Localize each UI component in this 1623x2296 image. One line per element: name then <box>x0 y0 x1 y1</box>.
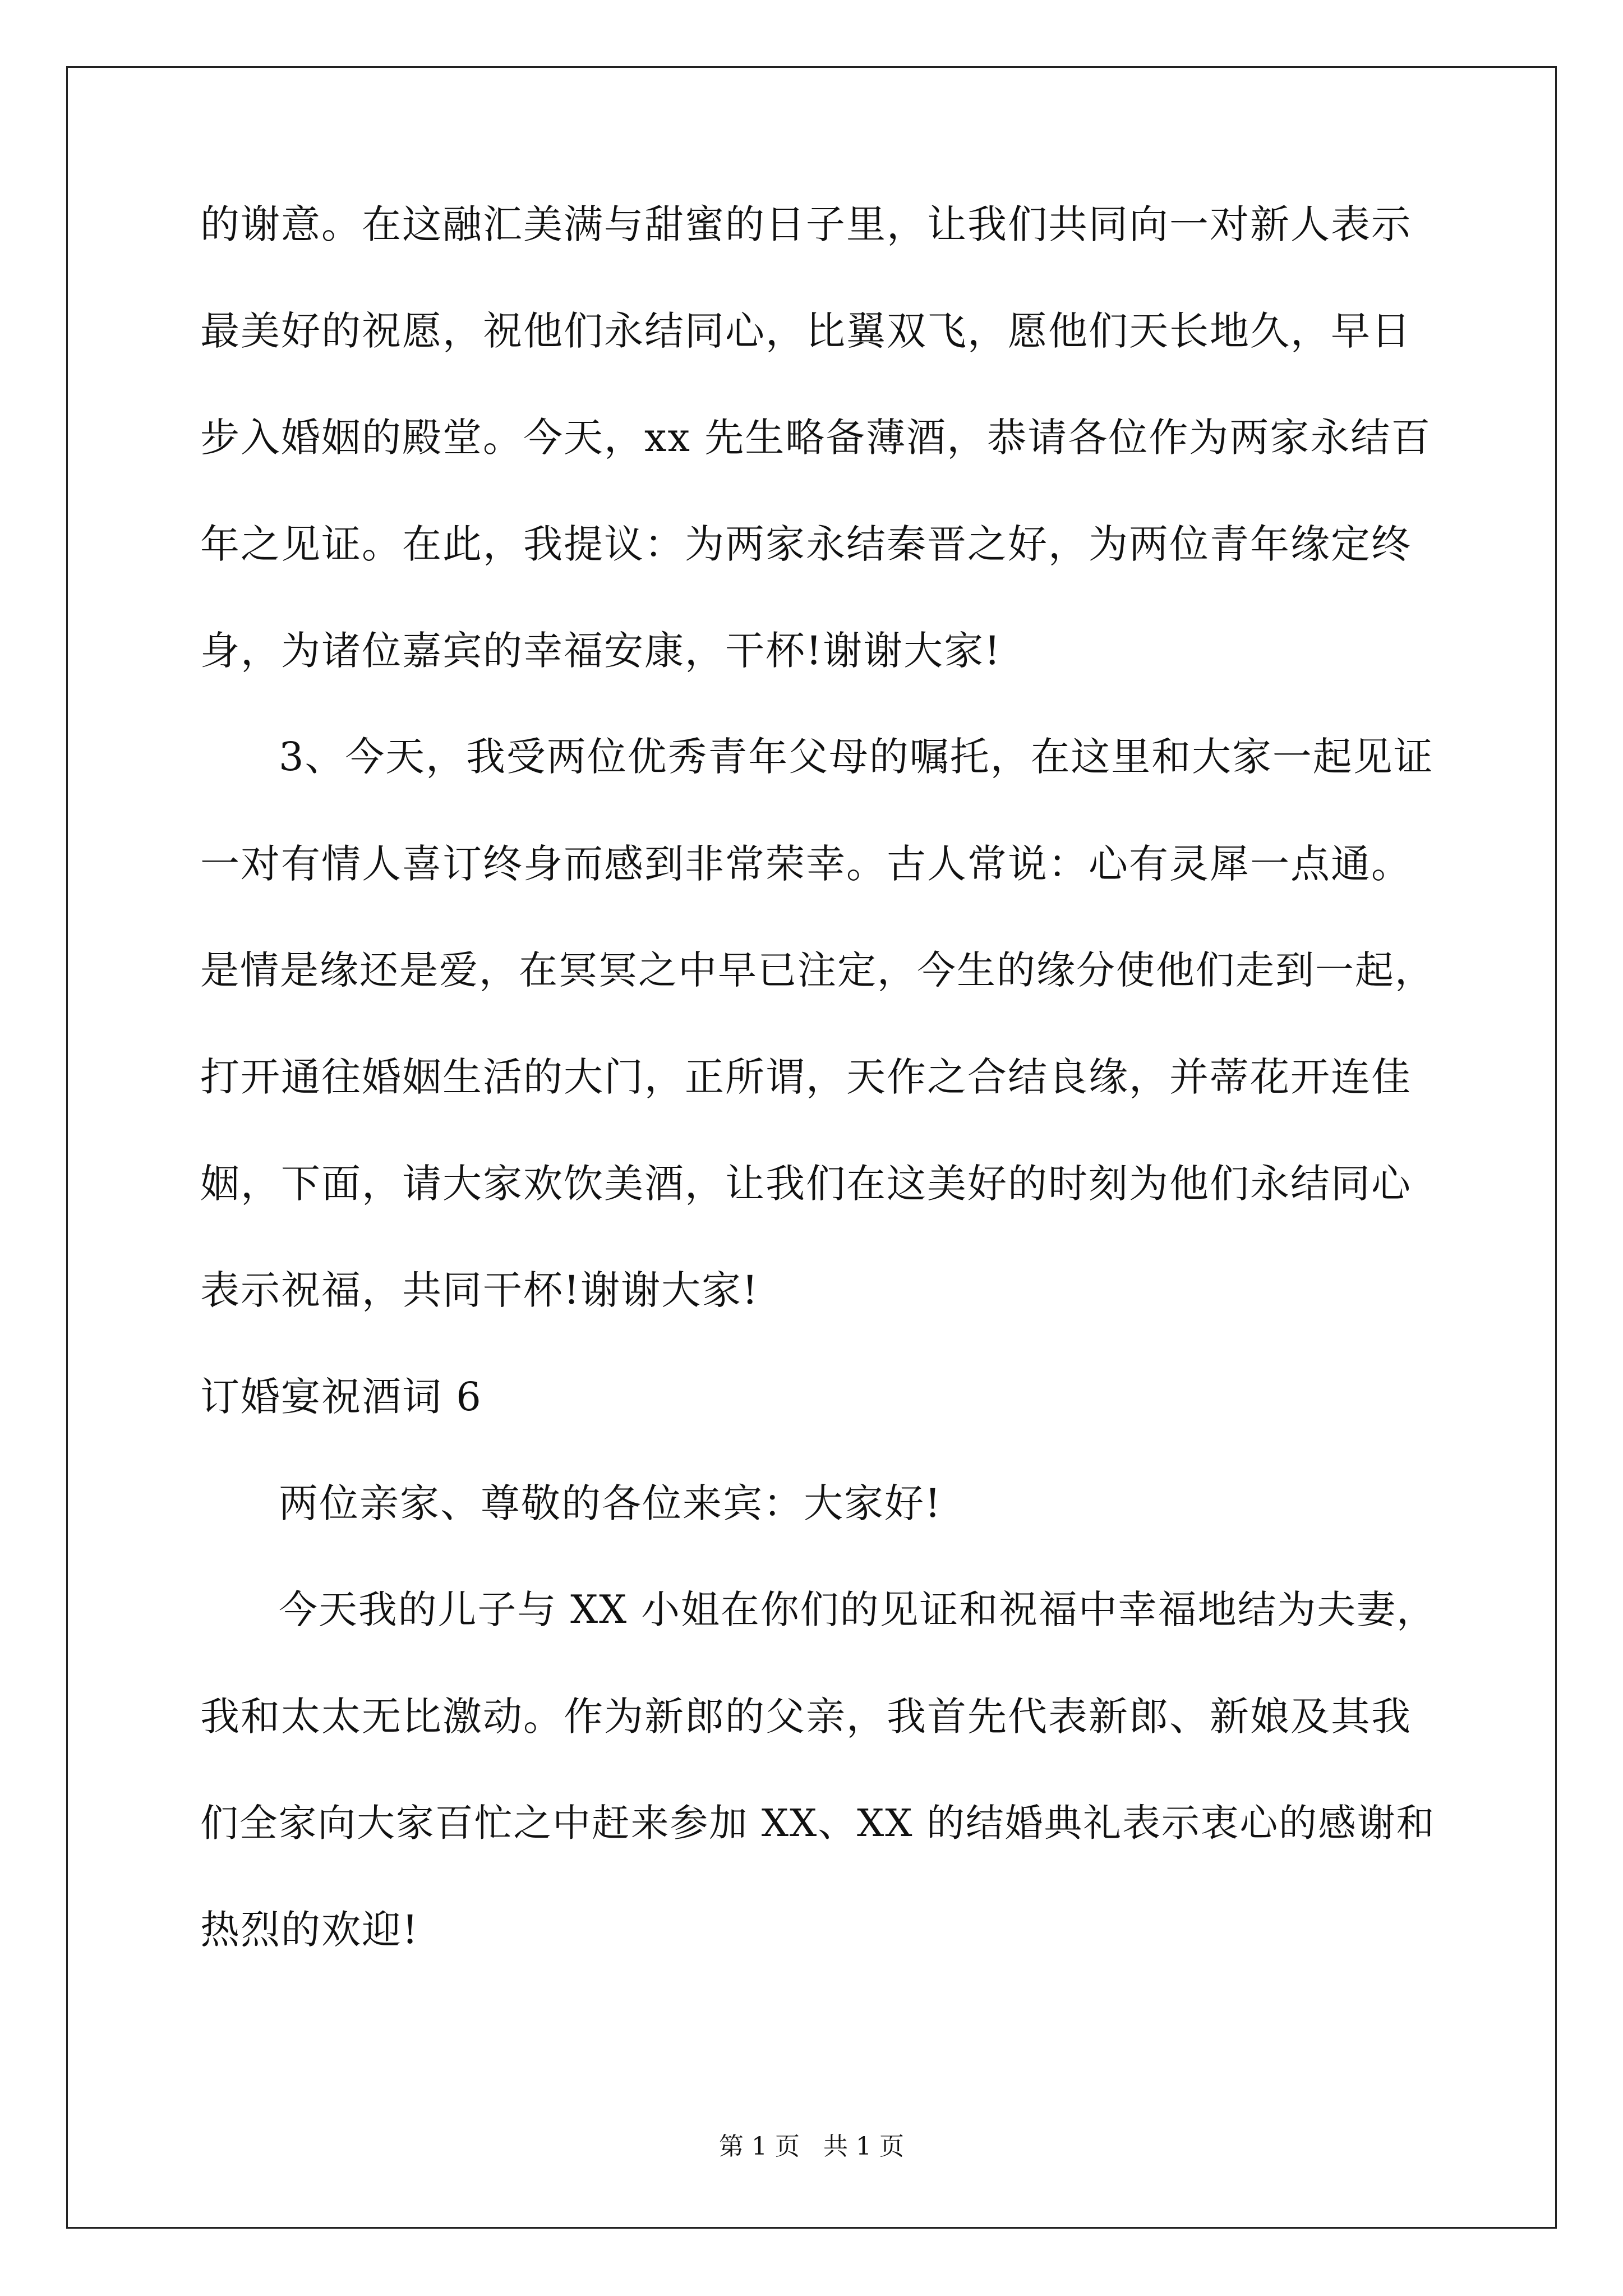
text-line: 们全家向大家百忙之中赶来参加 XX、XX 的结婚典礼表示衷心的感谢和 <box>200 1801 1436 1845</box>
text-line: 步入婚姻的殿堂。今天，xx 先生略备薄酒，恭请各位作为两家永结百 <box>200 415 1432 461</box>
text-line: 身，为诸位嘉宾的幸福安康，干杯!谢谢大家! <box>200 628 1002 674</box>
text-line: 两位亲家、尊敬的各位来宾：大家好! <box>279 1480 942 1526</box>
text-line: 的谢意。在这融汇美满与甜蜜的日子里，让我们共同向一对新人表示 <box>200 201 1412 247</box>
text-line: 表示祝福，共同干杯!谢谢大家! <box>200 1267 759 1313</box>
text-line: 是情是缘还是爱，在冥冥之中早已注定，今生的缘分使他们走到一起， <box>200 948 1435 993</box>
document-body <box>200 201 1436 2017</box>
text-line: 今天我的儿子与 XX 小姐在你们的见证和祝福中幸福地结为夫妻， <box>279 1588 1436 1632</box>
text-line: 姻，下面，请大家欢饮美酒，让我们在这美好的时刻为他们永结同心 <box>200 1161 1412 1207</box>
text-line: 3、今天，我受两位优秀青年父母的嘱托，在这里和大家一起见证 <box>279 734 1434 780</box>
text-line: 一对有情人喜订终身而感到非常荣幸。古人常说：心有灵犀一点通。 <box>200 841 1412 887</box>
text-line: 最美好的祝愿，祝他们永结同心，比翼双飞，愿他们天长地久，早日 <box>200 308 1412 354</box>
text-line: 热烈的欢迎! <box>200 1907 419 1953</box>
text-line: 我和太太无比激动。作为新郎的父亲，我首先代表新郎、新娘及其我 <box>200 1694 1412 1740</box>
page-footer: 第 1 页 共 1 页 <box>719 2132 904 2161</box>
text-line: 打开通往婚姻生活的大门，正所谓，天作之合结良缘，并蒂花开连佳 <box>200 1054 1412 1100</box>
section-heading: 订婚宴祝酒词 6 <box>200 1374 482 1420</box>
text-line: 年之见证。在此，我提议：为两家永结秦晋之好，为两位青年缘定终 <box>200 521 1412 567</box>
